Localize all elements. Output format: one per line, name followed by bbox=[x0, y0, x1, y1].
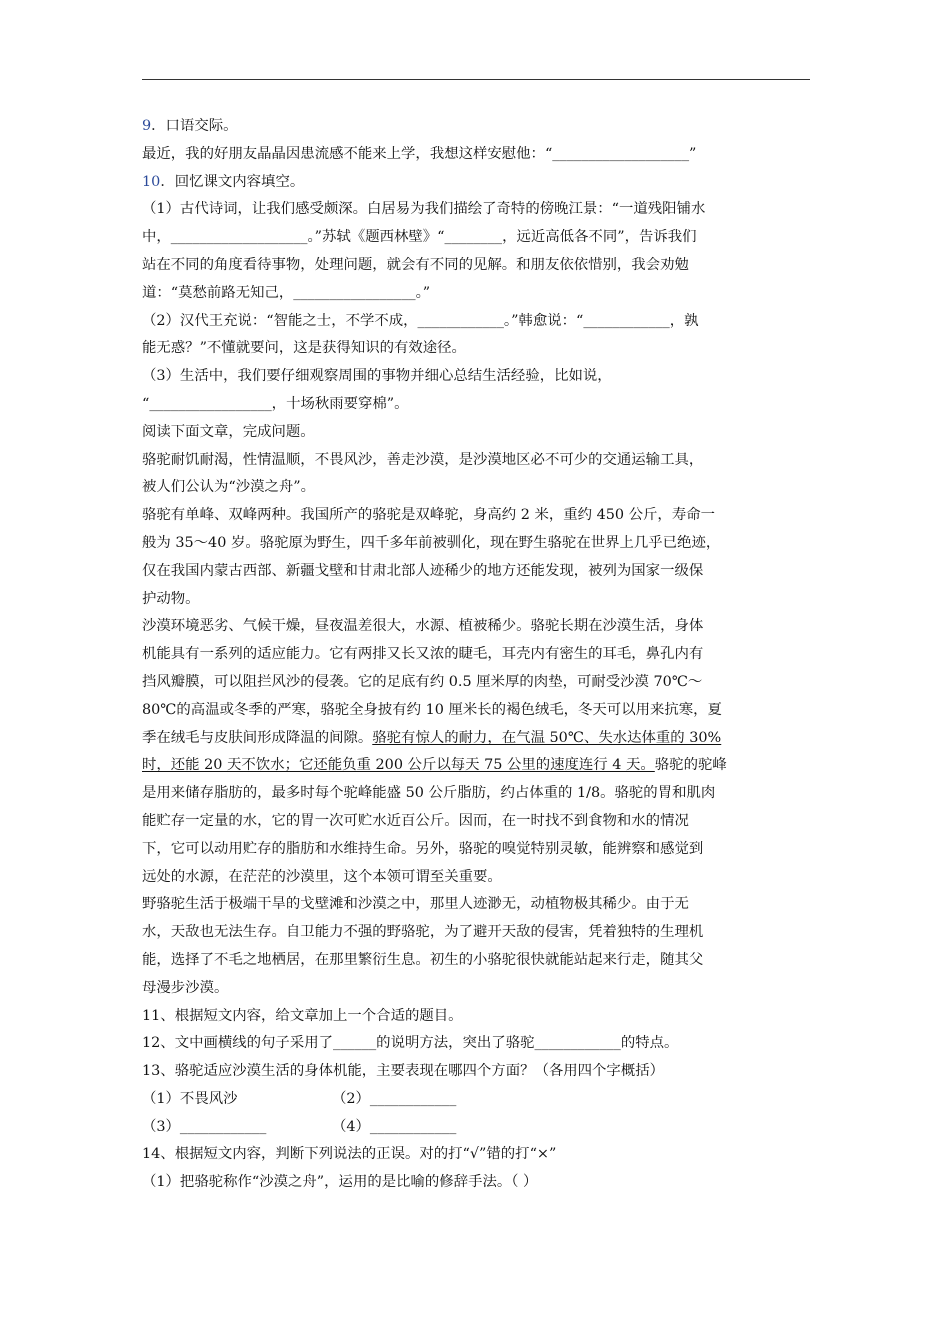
passage-p3-line: 机能具有一系列的适应能力。它有两排又长又浓的睫毛，耳壳内有密生的耳毛，鼻孔内有 bbox=[142, 646, 704, 663]
q10-line[interactable]: 中，___________________。”苏轼《题西林壁》“________，远近高低各不同”，告诉我们 bbox=[142, 229, 697, 246]
passage-p3-line: 远处的水源，在茫茫的沙漠里，这个本领可谓至关重要。 bbox=[142, 868, 502, 885]
q9-title: 9．口语交际。 bbox=[142, 118, 238, 134]
q10-line: 能无惑？”不懂就要问，这是获得知识的有效途径。 bbox=[142, 340, 466, 357]
underlined-sentence: 骆驼有惊人的耐力，在气温 50℃、失水达体重的 30% bbox=[372, 729, 722, 746]
passage-intro: 阅读下面文章，完成问题。 bbox=[142, 423, 315, 440]
q12[interactable]: 12、文中画横线的句子采用了______的说明方法，突出了骆驼____________的特点。 bbox=[142, 1035, 679, 1052]
passage-p3-line: 是用来储存脂肪的，最多时每个驼峰能盛 50 公斤脂肪，约占体重的 1/8。骆驼的胃和肌肉 bbox=[142, 785, 716, 802]
q10-line[interactable]: 道：“莫愁前路无知己，_________________。” bbox=[142, 284, 431, 301]
q10-line: 站在不同的角度看待事物，处理问题，就会有不同的见解。和朋友依依惜别，我会劝勉 bbox=[142, 256, 689, 273]
passage-p3-line: 时，还能 20 天不饮水；它还能负重 200 公斤以每天 75 公里的速度连行 4 天。骆驼的驼峰 bbox=[142, 757, 727, 774]
q11: 11、根据短文内容，给文章加上一个合适的题目。 bbox=[142, 1007, 463, 1024]
q13-answer-2[interactable]: （2）____________ bbox=[332, 1090, 457, 1107]
underlined-sentence: 时，还能 20 天不饮水；它还能负重 200 公斤以每天 75 公里的速度连行 4 天。 bbox=[142, 757, 655, 774]
q9-body: 最近，我的好朋友晶晶因患流感不能来上学，我想这样安慰他：“___________________” bbox=[142, 145, 697, 162]
q13-answer-1: （1）不畏风沙 bbox=[142, 1090, 238, 1107]
passage-p3-line: 80℃的高温或冬季的严寒，骆驼全身披有约 10 厘米长的褐色绒毛，冬天可以用来抗寒，夏 bbox=[142, 701, 722, 718]
passage-p3-line: 沙漠环境恶劣、气候干燥，昼夜温差很大，水源、植被稀少。骆驼长期在沙漠生活，身体 bbox=[142, 618, 704, 635]
passage-p4-line: 水，天敌也无法生存。自卫能力不强的野骆驼，为了避开天敌的侵害，凭着独特的生理机 bbox=[142, 924, 704, 941]
passage-p3-line: 能贮存一定量的水，它的胃一次可贮水近百公斤。因而，在一时找不到食物和水的情况 bbox=[142, 812, 689, 829]
q13-answer-3[interactable]: （3）____________ bbox=[142, 1118, 267, 1135]
q13-answer-4[interactable]: （4）____________ bbox=[332, 1118, 457, 1135]
q14-item-1[interactable]: （1）把骆驼称作“沙漠之舟”，运用的是比喻的修辞手法。（ ） bbox=[142, 1174, 538, 1191]
passage-p4-line: 野骆驼生活于极端干旱的戈壁滩和沙漠之中，那里人迹渺无，动植物极其稀少。由于无 bbox=[142, 896, 689, 913]
q9-number: 9 bbox=[142, 118, 152, 134]
passage-p2-line: 仅在我国内蒙古西部、新疆戈壁和甘肃北部人迹稀少的地方还能发现，被列为国家一级保 bbox=[142, 562, 704, 579]
passage-p3-line: 挡风瓣膜，可以阻拦风沙的侵袭。它的足底有约 0.5 厘米厚的肉垫，可耐受沙漠 70℃～ bbox=[142, 673, 703, 690]
passage-p3-line: 季在绒毛与皮肤间形成降温的间隙。骆驼有惊人的耐力，在气温 50℃、失水达体重的 30% bbox=[142, 729, 722, 746]
q13-row bbox=[142, 1114, 808, 1142]
passage-p4-line: 母漫步沙漠。 bbox=[142, 979, 229, 996]
q10-number: 10 bbox=[142, 173, 161, 190]
q10-line: （1）古代诗词，让我们感受颇深。白居易为我们描绘了奇特的傍晚江景：“一道残阳铺水 bbox=[142, 201, 706, 218]
passage-p2-line: 般为 35～40 岁。骆驼原为野生，四千多年前被驯化，现在野生骆驼在世界上几乎已绝迹， bbox=[142, 534, 721, 551]
passage-p2-line: 骆驼有单峰、双峰两种。我国所产的骆驼是双峰驼，身高约 2 米，重约 450 公斤，寿命一 bbox=[142, 507, 715, 524]
passage-p1-line: 骆驼耐饥耐渴，性情温顺，不畏风沙，善走沙漠，是沙漠地区必不可少的交通运输工具， bbox=[142, 451, 704, 468]
q10-line: （3）生活中，我们要仔细观察周围的事物并细心总结生活经验，比如说， bbox=[142, 368, 612, 385]
q10-title: 10．回忆课文内容填空。 bbox=[142, 173, 305, 190]
header-rule bbox=[142, 79, 810, 80]
q10-line[interactable]: “_________________，十场秋雨要穿棉”。 bbox=[142, 395, 409, 412]
passage-p3-line: 下，它可以动用贮存的脂肪和水维持生命。另外，骆驼的嗅觉特别灵敏，能辨察和感觉到 bbox=[142, 840, 704, 857]
q14-title: 14、根据短文内容，判断下列说法的正误。对的打“√”错的打“×” bbox=[142, 1146, 557, 1163]
q13-title: 13、骆驼适应沙漠生活的身体机能，主要表现在哪四个方面？（各用四个字概括） bbox=[142, 1063, 664, 1080]
passage-p1-line: 被人们公认为“沙漠之舟”。 bbox=[142, 479, 316, 496]
passage-p4-line: 能，选择了不毛之地栖居，在那里繁衍生息。初生的小骆驼很快就能站起来行走，随其父 bbox=[142, 951, 704, 968]
q9-answer-blank[interactable]: ___________________ bbox=[552, 145, 690, 162]
q10-line[interactable]: （2）汉代王充说：“智能之士，不学不成，____________。”韩愈说：“____________，孰 bbox=[142, 312, 699, 329]
q13-row bbox=[142, 1086, 808, 1114]
passage-p2-line: 护动物。 bbox=[142, 590, 200, 607]
